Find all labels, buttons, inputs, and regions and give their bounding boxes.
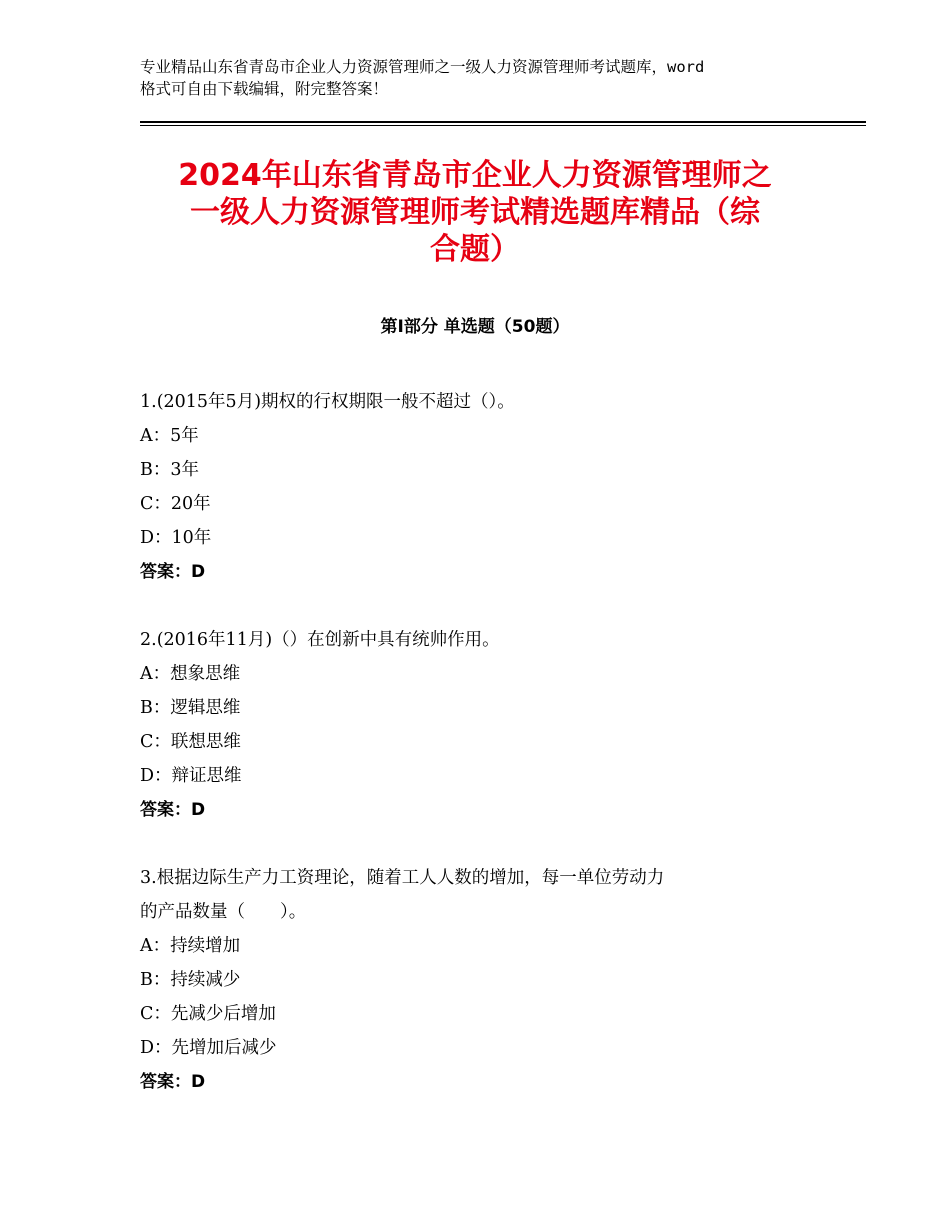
question-list [140, 385, 820, 1133]
header-note [140, 56, 830, 100]
header-divider-thick [140, 121, 866, 123]
question-3 [140, 861, 820, 1099]
question-stem-line-2: 的产品数量（ ）。 [140, 902, 307, 922]
option-d: D：先增加后减少 [140, 1038, 277, 1058]
option-b: B：持续减少 [140, 970, 241, 990]
option-c: C：先减少后增加 [140, 1004, 276, 1024]
answer: 答案：D [140, 1072, 206, 1092]
option-c: C：20年 [140, 494, 211, 514]
header-note-line-2: 格式可自由下载编辑，附完整答案！ [140, 80, 389, 98]
option-a: A：想象思维 [140, 664, 241, 684]
header-divider-thin [140, 125, 866, 126]
answer: 答案：D [140, 562, 206, 582]
question-stem: 2.(2016年11月)（）在创新中具有统帅作用。 [140, 630, 500, 650]
document-title [100, 157, 850, 268]
option-d: D：10年 [140, 528, 212, 548]
question-stem: 1.(2015年5月)期权的行权期限一般不超过（）。 [140, 392, 515, 412]
option-d: D：辩证思维 [140, 766, 242, 786]
document-title-line-2: 一级人力资源管理师考试精选题库精品（综 [190, 195, 760, 230]
option-a: A：持续增加 [140, 936, 241, 956]
question-1 [140, 385, 820, 589]
document-title-line-3: 合题） [430, 232, 520, 267]
header-note-line-1: 专业精品山东省青岛市企业人力资源管理师之一级人力资源管理师考试题库，word [140, 58, 705, 76]
option-b: B：3年 [140, 460, 199, 480]
option-c: C：联想思维 [140, 732, 241, 752]
option-a: A：5年 [140, 426, 199, 446]
question-stem-line-1: 3.根据边际生产力工资理论，随着工人人数的增加，每一单位劳动力 [140, 868, 665, 888]
option-b: B：逻辑思维 [140, 698, 241, 718]
section-title: 第Ⅰ部分 单选题（50题） [380, 317, 570, 337]
answer: 答案：D [140, 800, 206, 820]
document-title-line-1: 2024年山东省青岛市企业人力资源管理师之 [178, 158, 772, 193]
question-2 [140, 623, 820, 827]
